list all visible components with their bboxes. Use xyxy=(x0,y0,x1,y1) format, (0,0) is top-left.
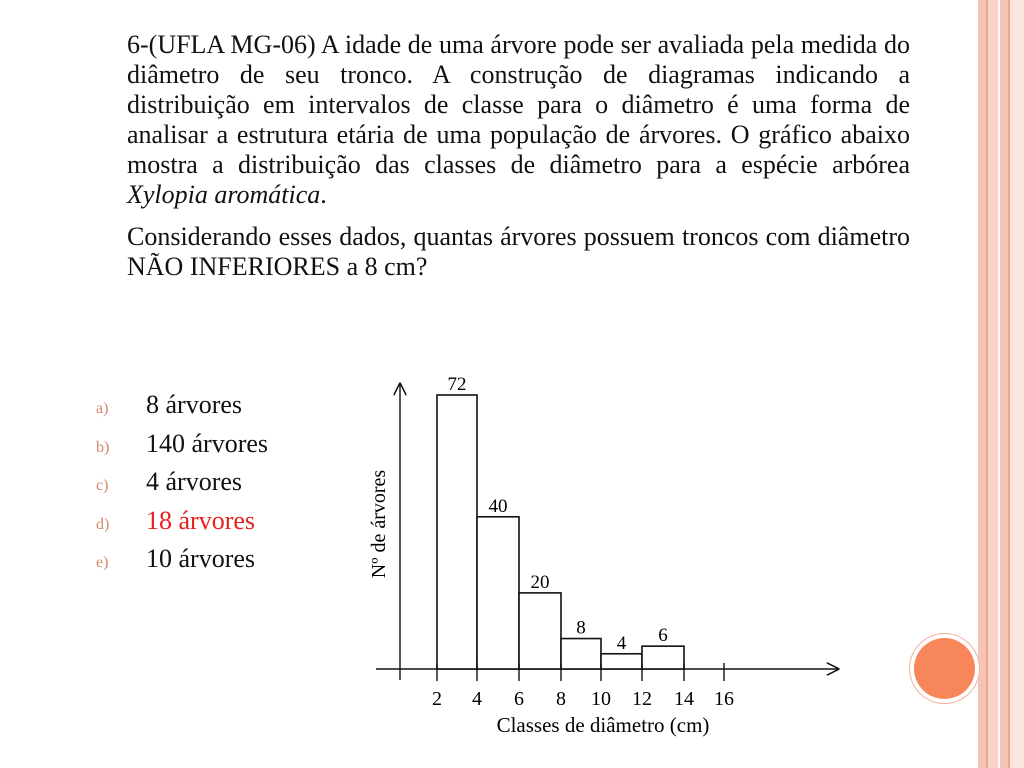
bar-data-label: 20 xyxy=(530,571,550,593)
histogram-bar xyxy=(561,639,601,669)
option-letter: c) xyxy=(96,477,109,494)
y-axis-label: Nº de árvores xyxy=(368,469,390,579)
option-text: 10 árvores xyxy=(146,544,256,573)
histogram-bar xyxy=(477,517,519,669)
bar-data-label: 8 xyxy=(576,617,586,639)
histogram-bar xyxy=(601,654,642,669)
histogram-bar xyxy=(437,395,477,669)
x-tick-label: 6 xyxy=(514,688,524,710)
question-paragraph-2: Considerando esses dados, quantas árvores possuem troncos com diâmetro NÃO INFERIORES a 8 cm? xyxy=(127,222,910,281)
option-text: 18 árvores xyxy=(146,505,256,535)
x-tick-label: 4 xyxy=(472,688,482,710)
x-tick-label: 10 xyxy=(591,688,611,710)
option-letter: b) xyxy=(96,438,110,456)
x-tick-label: 12 xyxy=(632,688,652,710)
bar-data-label: 40 xyxy=(488,495,508,517)
option-letter: e) xyxy=(96,554,109,571)
x-tick-label: 8 xyxy=(556,688,566,710)
x-tick-label: 16 xyxy=(714,688,734,710)
x-axis-label: Classes de diâmetro (cm) xyxy=(496,713,710,737)
option-letter: d) xyxy=(96,515,110,533)
histogram-bar xyxy=(642,646,684,669)
bar-data-label: 72 xyxy=(447,374,467,395)
bar-data-label: 4 xyxy=(616,632,627,654)
question-body: 6-(UFLA MG-06) A idade de uma árvore pode ser avaliada pela medida do diâmetro de seu tronco. A construção de diagramas indicando a distribuição em intervalos de classe para o diâmetro é uma forma de analisar a estrutura etária de uma população de árvores. O gráfico abaixo mostra a distribuição das classes de diâmetro para a espécie arbórea xyxy=(127,30,910,179)
bar-data-label: 6 xyxy=(658,625,668,647)
question-period: . xyxy=(320,180,327,209)
option-text: 140 árvores xyxy=(146,428,269,458)
x-tick-label: 2 xyxy=(432,688,442,710)
option-letter: a) xyxy=(96,400,109,417)
option-text: 4 árvores xyxy=(146,467,243,496)
x-tick-label: 14 xyxy=(674,688,694,710)
species-name: Xylopia aromática xyxy=(127,180,321,209)
option-text: 8 árvores xyxy=(146,390,243,419)
histogram-bar xyxy=(519,593,561,669)
